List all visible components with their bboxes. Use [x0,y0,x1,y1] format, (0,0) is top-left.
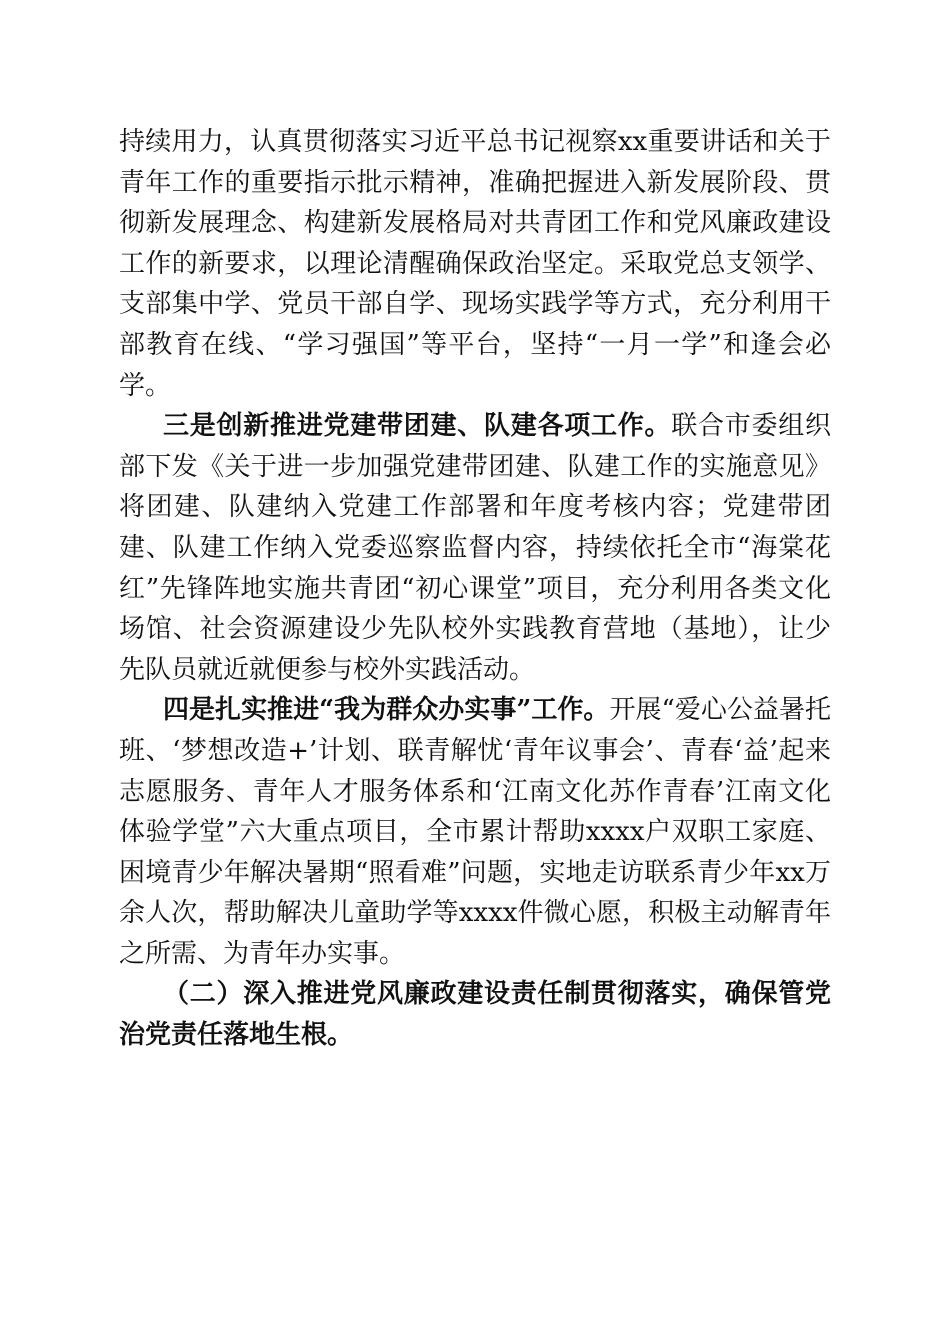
paragraph-item-four [119,690,831,974]
paragraph-continuation: 持续用力，认真贯彻落实习近平总书记视察xx重要讲话和关于青年工作的重要指示批示精神，准确把握进入新发展阶段、贯彻新发展理念、构建新发展格局对共青团工作和党风廉政建设工作的新要求，以理论清醒确保政治坚定。采取党总支领学、支部集中学、党员干部自学、现场实践学等方式，充分利用干部教育在线、“学习强国”等平台，坚持“一月一学”和逢会必学。 [119,127,831,401]
paragraph-item-four-heading: 四是扎实推进“我为群众办实事”工作。 [163,695,610,726]
document-body [119,122,831,1056]
section-heading-two: （二）深入推进党风廉政建设责任制贯彻落实，确保管党治党责任落地生根。 [119,979,831,1051]
paragraph-item-three-heading: 三是创新推进党建带团建、队建各项工作。 [163,411,672,442]
paragraph-item-three-body: 联合市委组织部下发《关于进一步加强党建带团建、队建工作的实施意见》将团建、队建纳入党建工作部署和年度考核内容；党建带团建、队建工作纳入党委巡察监督内容，持续依托全市“海棠花红”先锋阵地实施共青团“初心课堂”项目，充分利用各类文化场馆、社会资源建设少先队校外实践教育营地（基地），让少先队员就近就便参与校外实践活动。 [119,411,831,685]
paragraph-item-four-body: 开展“爱心公益暑托班、‘梦想改造+’计划、联青解忧‘青年议事会’、青春‘益’起来志愿服务、青年人才服务体系和‘江南文化苏作青春’江南文化体验学堂”六大重点项目，全市累计帮助xxxx户双职工家庭、困境青少年解决暑期“照看难”问题，实地走访联系青少年xx万余人次，帮助解决儿童助学等xxxx件微心愿，积极主动解青年之所需、为青年办实事。 [119,695,831,969]
paragraph-item-three [119,406,831,690]
